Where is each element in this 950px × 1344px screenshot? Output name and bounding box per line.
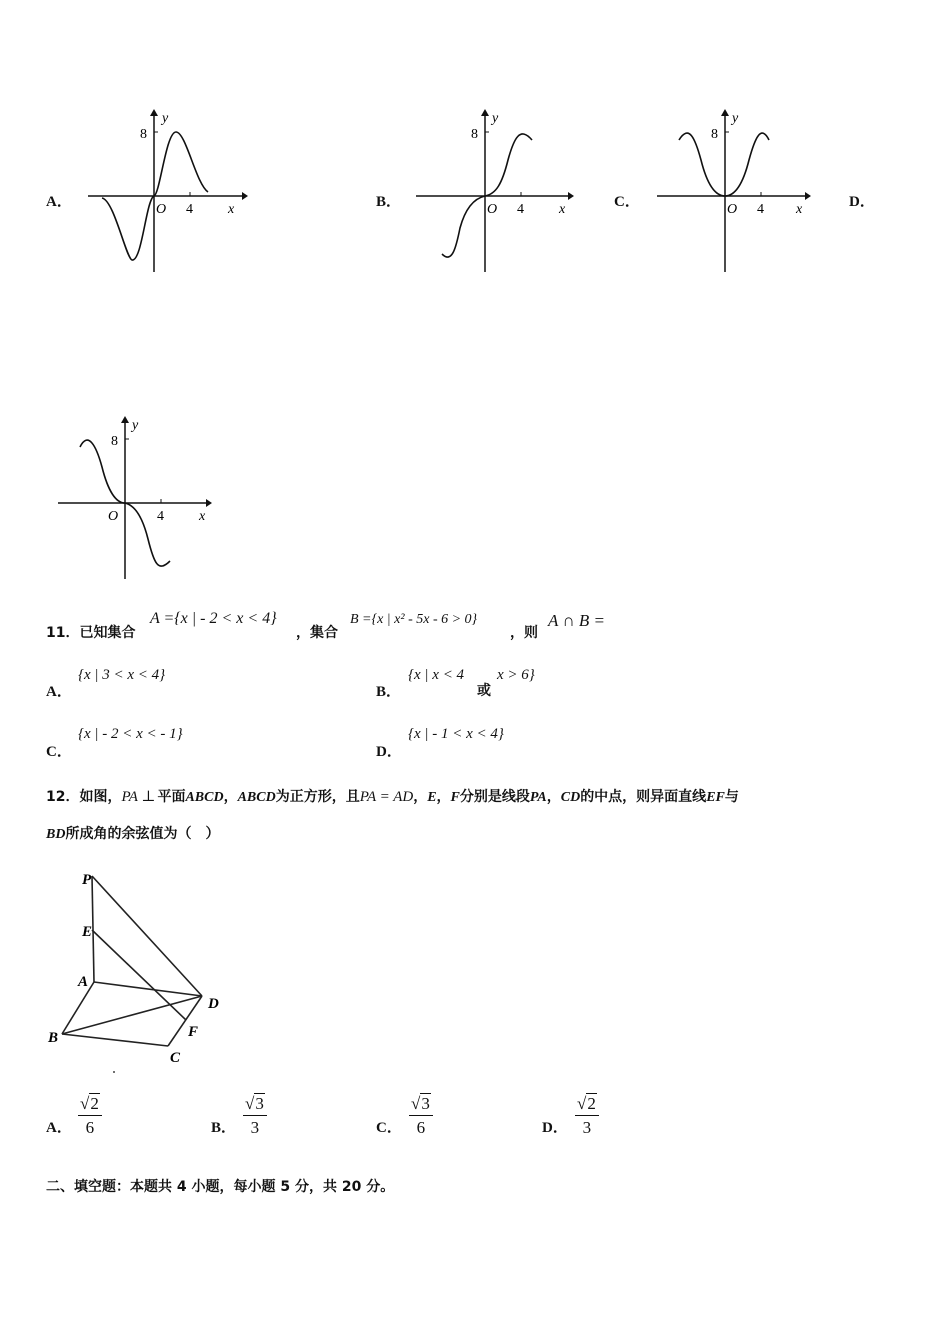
graph-c (653, 108, 818, 278)
q12-text-c: ， (223, 789, 238, 805)
q12-bd: BD (46, 827, 66, 842)
q12-text-d: 为正方形，且 (275, 789, 360, 805)
stray-dot (113, 1071, 115, 1073)
q12-abcd-1: ABCD (185, 790, 224, 805)
q11-option-d-value: {x | - 1 < x < 4} (408, 726, 504, 742)
x-axis-arrow (805, 192, 811, 200)
q12-option-a-value (78, 1094, 102, 1137)
graph-option-a-letter: A． (46, 194, 72, 210)
q12-cd: CD (560, 790, 581, 805)
q12-stem-line1 (46, 786, 739, 806)
radicand: 3 (255, 1094, 264, 1113)
label-p: P (82, 872, 92, 888)
label-origin: O (156, 202, 167, 217)
q12-e: E (427, 790, 437, 805)
q11-text2: ，集合 (296, 625, 338, 641)
label-origin: O (487, 202, 498, 217)
q12-text-f: ， (436, 789, 451, 805)
q11-option-a-letter: A． (46, 684, 72, 700)
label-tick-8: 8 (711, 127, 718, 142)
radicand: 2 (587, 1094, 596, 1113)
curve (679, 133, 769, 196)
q11-stem (46, 622, 135, 642)
fraction-numerator: √3 (243, 1094, 267, 1116)
q11-text1: 已知集合 (79, 625, 136, 641)
label-f: F (188, 1024, 199, 1040)
q12-math-pa-ad: PA = AD (359, 789, 414, 805)
label-tick-8: 8 (111, 434, 118, 449)
label-x: x (199, 509, 206, 524)
q12-text-j: 与 (724, 789, 739, 805)
x-axis-arrow (206, 499, 212, 507)
label-tick-4: 4 (186, 202, 193, 217)
label-a: A (78, 974, 89, 990)
q12-option-d-letter: D． (542, 1120, 568, 1136)
label-origin: O (108, 509, 119, 524)
graph-option-d-letter: D． (849, 194, 875, 210)
label-tick-8: 8 (471, 127, 478, 142)
q12-text-a: 如图， (79, 789, 122, 805)
q12-option-b-letter: B． (211, 1120, 237, 1136)
graph-d (54, 415, 219, 585)
label-y: y (492, 111, 499, 126)
q12-option-a-letter: A． (46, 1120, 72, 1136)
edge-bc (62, 1034, 168, 1046)
q11-expr: A ∩ B = (548, 611, 605, 630)
edge-pd (92, 876, 202, 996)
q12-text-e: ， (413, 789, 428, 805)
q12-text-g: 分别是线段 (459, 789, 530, 805)
q12-abcd-2: ABCD (237, 790, 276, 805)
edge-pa (92, 876, 94, 982)
q12-option-c-value (409, 1094, 433, 1137)
fraction-numerator: √2 (575, 1094, 599, 1116)
q11-option-a-value: {x | 3 < x < 4} (78, 667, 166, 683)
label-origin: O (727, 202, 738, 217)
q11-set-a: A ={x | - 2 < x < 4} (150, 610, 277, 627)
q11-text3: ，则 (510, 625, 538, 641)
fraction-numerator: √2 (78, 1094, 102, 1116)
label-e: E (82, 924, 93, 940)
q12-option-d-value (575, 1094, 599, 1137)
label-tick-8: 8 (140, 127, 147, 142)
label-tick-4: 4 (517, 202, 524, 217)
x-axis-arrow (568, 192, 574, 200)
edge-ef (92, 930, 186, 1020)
q11-number: 11． (46, 625, 80, 641)
q11-option-c-value: {x | - 2 < x < - 1} (78, 726, 183, 742)
q11-option-c-letter: C． (46, 744, 72, 760)
label-tick-4: 4 (157, 509, 164, 524)
q11-set-b: B ={x | x² - 5x - 6 > 0} (350, 612, 478, 627)
q11-option-b-letter: B． (376, 684, 402, 700)
fraction-numerator: √3 (409, 1094, 433, 1116)
y-axis-arrow (150, 109, 158, 116)
label-x: x (559, 202, 566, 217)
q12-ef: EF (706, 790, 725, 805)
y-axis-arrow (721, 109, 729, 116)
q12-line2-text: 所成角的余弦值为（ ） (65, 826, 220, 842)
fraction-denominator: 3 (582, 1117, 592, 1137)
radicand: 3 (421, 1094, 430, 1113)
q12-f: F (450, 790, 460, 805)
x-axis-arrow (242, 192, 248, 200)
graph-option-b-letter: B． (376, 194, 402, 210)
label-x: x (228, 202, 235, 217)
q11-option-b-left: {x | x < 4 (408, 667, 465, 683)
label-b: B (48, 1030, 59, 1046)
section-2-heading: 二、填空题：本题共 4 小题，每小题 5 分，共 20 分。 (46, 1179, 395, 1195)
label-c: C (170, 1050, 181, 1066)
graph-b (414, 108, 579, 278)
label-y: y (132, 418, 139, 433)
q11-option-d-letter: D． (376, 744, 402, 760)
label-tick-4: 4 (757, 202, 764, 217)
fraction-denominator: 6 (85, 1117, 95, 1137)
fraction-denominator: 6 (416, 1117, 426, 1137)
q12-text-h: ， (546, 789, 561, 805)
q12-figure (42, 862, 242, 1077)
label-y: y (162, 111, 169, 126)
label-d: D (208, 996, 219, 1012)
q12-number: 12． (46, 789, 80, 805)
q12-stem-line2 (46, 823, 219, 843)
q12-option-c-letter: C． (376, 1120, 402, 1136)
q12-math-pa-perp: PA ⊥ (121, 789, 156, 805)
label-x: x (796, 202, 803, 217)
q12-pa: PA (529, 790, 547, 805)
q11-option-b-or: 或 (477, 683, 491, 699)
y-axis-arrow (121, 416, 129, 423)
label-y: y (732, 111, 739, 126)
graph-a (84, 108, 249, 278)
q12-text-b: 平面 (157, 789, 186, 805)
radicand: 2 (90, 1094, 99, 1113)
q11-option-b-right: x > 6} (497, 667, 535, 683)
q12-text-i: 的中点，则异面直线 (580, 789, 707, 805)
graph-option-c-letter: C． (614, 194, 640, 210)
q12-option-b-value (243, 1094, 267, 1137)
fraction-denominator: 3 (250, 1117, 260, 1137)
y-axis-arrow (481, 109, 489, 116)
